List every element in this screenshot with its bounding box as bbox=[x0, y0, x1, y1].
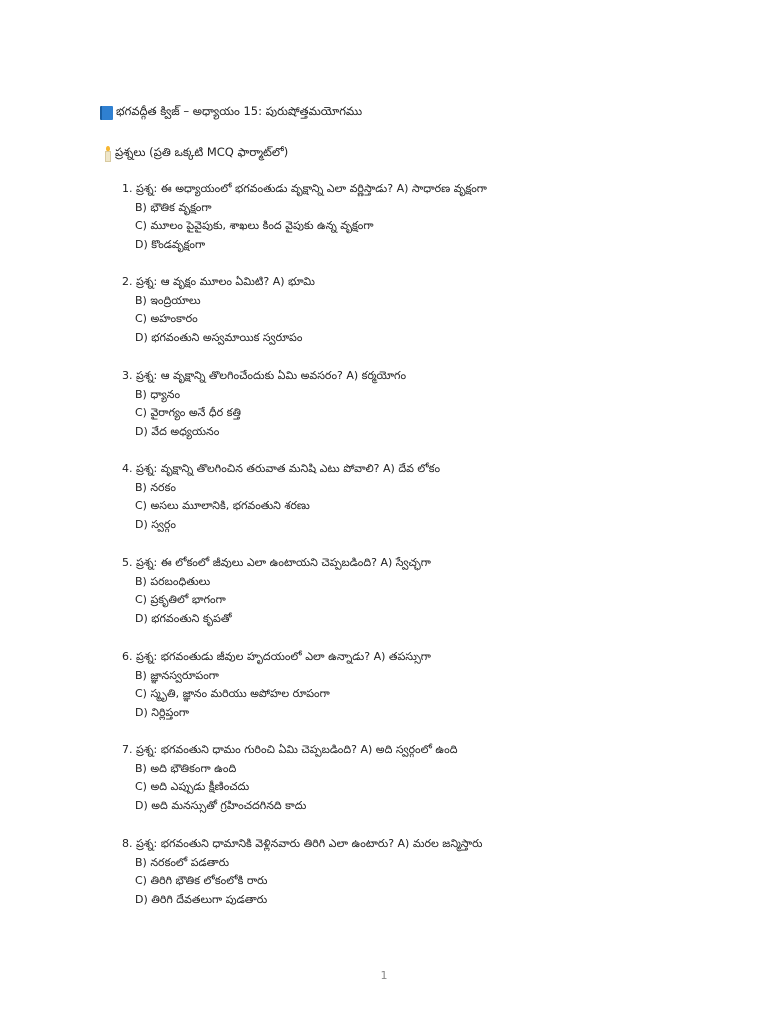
questions-heading bbox=[104, 145, 288, 162]
option-d: D) స్వర్గం bbox=[135, 517, 176, 531]
question-text: 6. ప్రశ్న: భగవంతుడు జీవుల హృదయంలో ఎలా ఉన్నాడు? A) తపస్సుగా bbox=[122, 650, 431, 663]
question-8 bbox=[122, 835, 482, 909]
option-c: C) మూలం పైవైపుకు, శాఖలు కింద వైపుకు ఉన్న వృక్షంగా bbox=[135, 219, 374, 232]
question-2 bbox=[122, 273, 315, 347]
option-d: D) కొండవృక్షంగా bbox=[135, 237, 206, 251]
option-d: D) వేద అధ్యయనం bbox=[135, 424, 220, 438]
option-b: B) భౌతిక వృక్షంగా bbox=[135, 200, 212, 214]
option-c: C) అది ఎప్పుడు క్షీణించదు bbox=[135, 780, 250, 793]
option-b: B) నరకం bbox=[135, 480, 176, 494]
option-d: D) భగవంతుని అస్వమాయిక స్వరూపం bbox=[135, 330, 303, 344]
option-c: C) అసలు మూలానికి, భగవంతుని శరణు bbox=[135, 499, 310, 512]
option-d: D) అది మనస్సుతో గ్రహించదగినది కాదు bbox=[135, 798, 307, 812]
option-b: B) నరకంలో పడతారు bbox=[135, 855, 230, 869]
option-d: D) తిరిగి దేవతలుగా పుడతారు bbox=[135, 892, 268, 906]
option-b: B) పరబంధితులు bbox=[135, 574, 211, 588]
option-d: D) భగవంతుని కృపతో bbox=[135, 611, 232, 625]
option-c: C) ప్రకృతిలో భాగంగా bbox=[135, 593, 226, 606]
option-c: C) తిరిగి భౌతిక లోకంలోకి రారు bbox=[135, 874, 268, 887]
option-c: C) వైరాగ్యం అనే ధీర కత్తి bbox=[135, 406, 241, 419]
question-5 bbox=[122, 554, 431, 628]
page-number: 1 bbox=[380, 969, 388, 982]
blue-book-icon bbox=[100, 106, 113, 120]
question-6 bbox=[122, 648, 431, 722]
quiz-title bbox=[100, 104, 362, 121]
candle-icon bbox=[104, 146, 112, 162]
question-7 bbox=[122, 741, 458, 815]
question-1 bbox=[122, 180, 487, 254]
question-text: 1. ప్రశ్న: ఈ అధ్యాయంలో భగవంతుడు వృక్షాన్ని ఎలా వర్ణిస్తాడు? A) సాధారణ వృక్షంగా bbox=[122, 182, 487, 195]
option-c: C) స్మృతి, జ్ఞానం మరియు అపోహల రూపంగా bbox=[135, 687, 330, 700]
question-3 bbox=[122, 367, 406, 441]
question-text: 5. ప్రశ్న: ఈ లోకంలో జీవులు ఎలా ఉంటాయని చెప్పబడింది? A) స్వేచ్ఛగా bbox=[122, 556, 431, 569]
quiz-title-text: భగవద్గీత క్విజ్ – అధ్యాయం 15: పురుషోత్తమయోగము bbox=[116, 104, 363, 118]
question-text: 4. ప్రశ్న: వృక్షాన్ని తొలగించిన తరువాత మనిషి ఎటు పోవాలి? A) దేవ లోకం bbox=[122, 462, 441, 475]
option-b: B) ఇంద్రియాలు bbox=[135, 293, 201, 307]
question-text: 8. ప్రశ్న: భగవంతుని ధామానికి వెళ్లినవారు తిరిగి ఎలా ఉంటారు? A) మరల జన్మిస్తారు bbox=[122, 837, 483, 850]
option-c: C) అహంకారం bbox=[135, 312, 198, 325]
option-b: B) అది భౌతికంగా ఉంది bbox=[135, 761, 237, 775]
option-d: D) నిర్లిప్తంగా bbox=[135, 705, 190, 719]
option-b: B) జ్ఞానస్వరూపంగా bbox=[135, 668, 219, 682]
question-4 bbox=[122, 460, 440, 534]
question-text: 3. ప్రశ్న: ఆ వృక్షాన్ని తొలగించేందుకు ఏమి అవసరం? A) కర్మయోగం bbox=[122, 369, 407, 382]
option-b: B) ధ్యానం bbox=[135, 387, 181, 401]
questions-heading-text: ప్రశ్నలు (ప్రతి ఒక్కటి MCQ ఫార్మాట్‌లో) bbox=[115, 145, 289, 159]
question-text: 2. ప్రశ్న: ఆ వృక్షం మూలం ఏమిటి? A) భూమి bbox=[122, 275, 315, 288]
question-text: 7. ప్రశ్న: భగవంతుని ధామం గురించి ఏమి చెప్పబడింది? A) అది స్వర్గంలో ఉంది bbox=[122, 743, 458, 756]
